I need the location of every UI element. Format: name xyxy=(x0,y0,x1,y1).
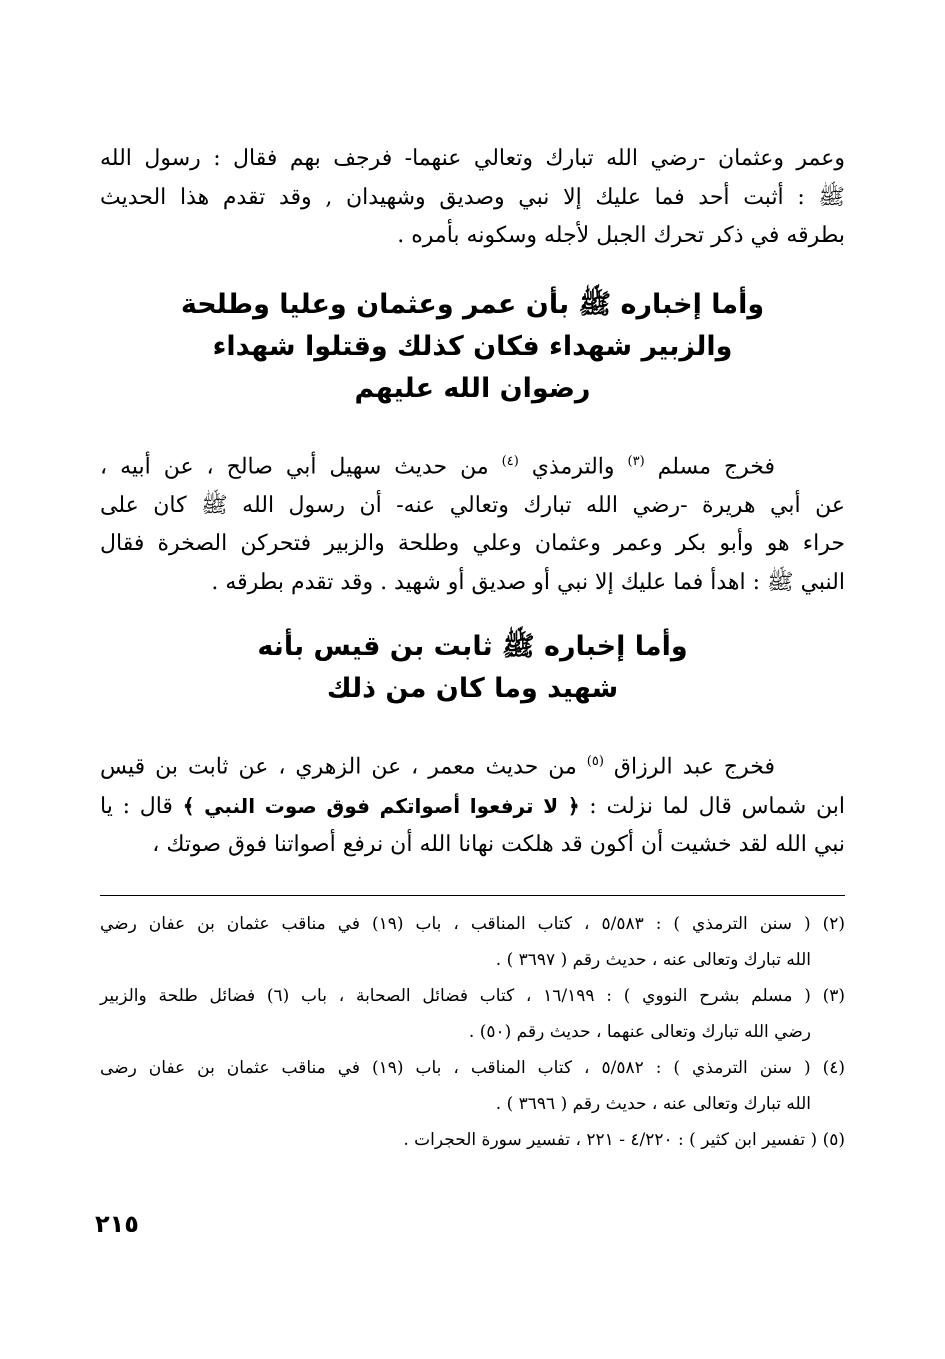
heading-line: وأما إخباره ﷺ ثابت بن قيس بأنه xyxy=(257,631,688,662)
footnote-5-line: (٥) ( تفسير ابن كثير ) : ٤/٢٢٠ - ٢٢١ ، تفسير سورة الحجرات . xyxy=(403,1130,845,1150)
footnote-ref[interactable]: (٥) xyxy=(586,754,604,769)
text-line xyxy=(100,743,845,787)
text-segment: فخرج عبد الرزاق xyxy=(613,754,775,780)
footnote-2-line: الله تبارك وتعالى عنه ، حديث رقم ( ٣٦٩٧ ) . xyxy=(495,950,811,970)
text-segment: من حديث معمر ، عن الزهري ، عن ثابت بن قيس xyxy=(100,754,577,780)
text-line: وعمر وعثمان -رضي الله تبارك وتعالي عنهما- فرجف بهم فقال : رسول الله xyxy=(100,146,845,171)
text-segment: والترمذي xyxy=(531,454,615,480)
heading-line: وأما إخباره ﷺ بأن عمر وعثمان وعليا وطلحة xyxy=(180,289,765,320)
heading-line: رضوان الله عليهم xyxy=(354,373,591,404)
footnote-ref[interactable]: (٣) xyxy=(627,454,645,469)
text-line: بطرقه في ذكر تحرك الجبل لأجله وسكونه بأمره . xyxy=(397,223,845,248)
text-segment: ابن شماس قال لما نزلت : xyxy=(589,793,846,819)
heading-line: والزبير شهداء فكان كذلك وقتلوا شهداء xyxy=(212,331,733,362)
footnotes xyxy=(100,906,845,1158)
text-line: حراء هو وأبو بكر وعمر وعثمان وعلي وطلحة والزبير فتحركن الصخرة فقال xyxy=(100,531,845,557)
paragraph-abdulrazzaq xyxy=(100,743,845,865)
footnote-4-line: الله تبارك وتعالى عنه ، حديث رقم ( ٣٦٩٦ ) . xyxy=(495,1094,811,1114)
text-line: النبي ﷺ : اهدأ فما عليك إلا نبي أو صديق أو شهيد . وقد تقدم بطرقه . xyxy=(211,569,845,595)
footnote-4-line: (٤) ( سنن الترمذي ) : ٥/٥٨٢ ، كتاب المناقب ، باب (١٩) في مناقب عثمان بن عفان رضى xyxy=(100,1058,845,1078)
footnote-3-line: (٣) ( مسلم بشرح النووي ) : ١٦/١٩٩ ، كتاب فضائل الصحابة ، باب (٦) فضائل طلحة والزبير xyxy=(100,986,845,1006)
text-line xyxy=(100,787,845,827)
text-line: عن أبي هريرة -رضي الله تبارك وتعالي عنه- أن رسول الله ﷺ كان على xyxy=(100,492,845,518)
text-segment: من حديث سهيل أبي صالح ، عن أبيه ، xyxy=(100,454,489,480)
page-number: ٢١٥ xyxy=(95,1210,139,1238)
paragraph-muslim-tirmidhi xyxy=(100,443,845,602)
quran-verse: ﴿ لا ترفعوا أصواتكم فوق صوت النبي ﴾ xyxy=(182,793,580,818)
footnote-3-line: رضي الله تبارك وتعالى عنهما ، حديث رقم (٥٠) . xyxy=(468,1022,811,1042)
text-line: نبي الله لقد خشيت أن أكون قد هلكت نهانا الله أن نرفع أصواتنا فوق صوتك ، xyxy=(152,832,845,858)
section-heading-umar-uthman xyxy=(100,284,845,410)
text-line xyxy=(100,443,845,487)
text-line: ﷺ : أثبت أحد فما عليك إلا نبي وصديق وشهيدان , وقد تقدم هذا الحديث xyxy=(100,184,845,210)
text-segment: قال : يا xyxy=(100,793,173,819)
paragraph-intro xyxy=(100,140,845,256)
footnote-2-line: (٢) ( سنن الترمذي ) : ٥/٥٨٣ ، كتاب المناقب ، باب (١٩) في مناقب عثمان بن عفان رضي xyxy=(100,914,845,934)
text-segment: فخرج مسلم xyxy=(657,454,776,480)
section-heading-thabit xyxy=(100,626,845,710)
footnote-ref[interactable]: (٤) xyxy=(501,454,519,469)
footnote-separator xyxy=(100,895,845,896)
heading-line: شهيد وما كان من ذلك xyxy=(326,673,619,704)
